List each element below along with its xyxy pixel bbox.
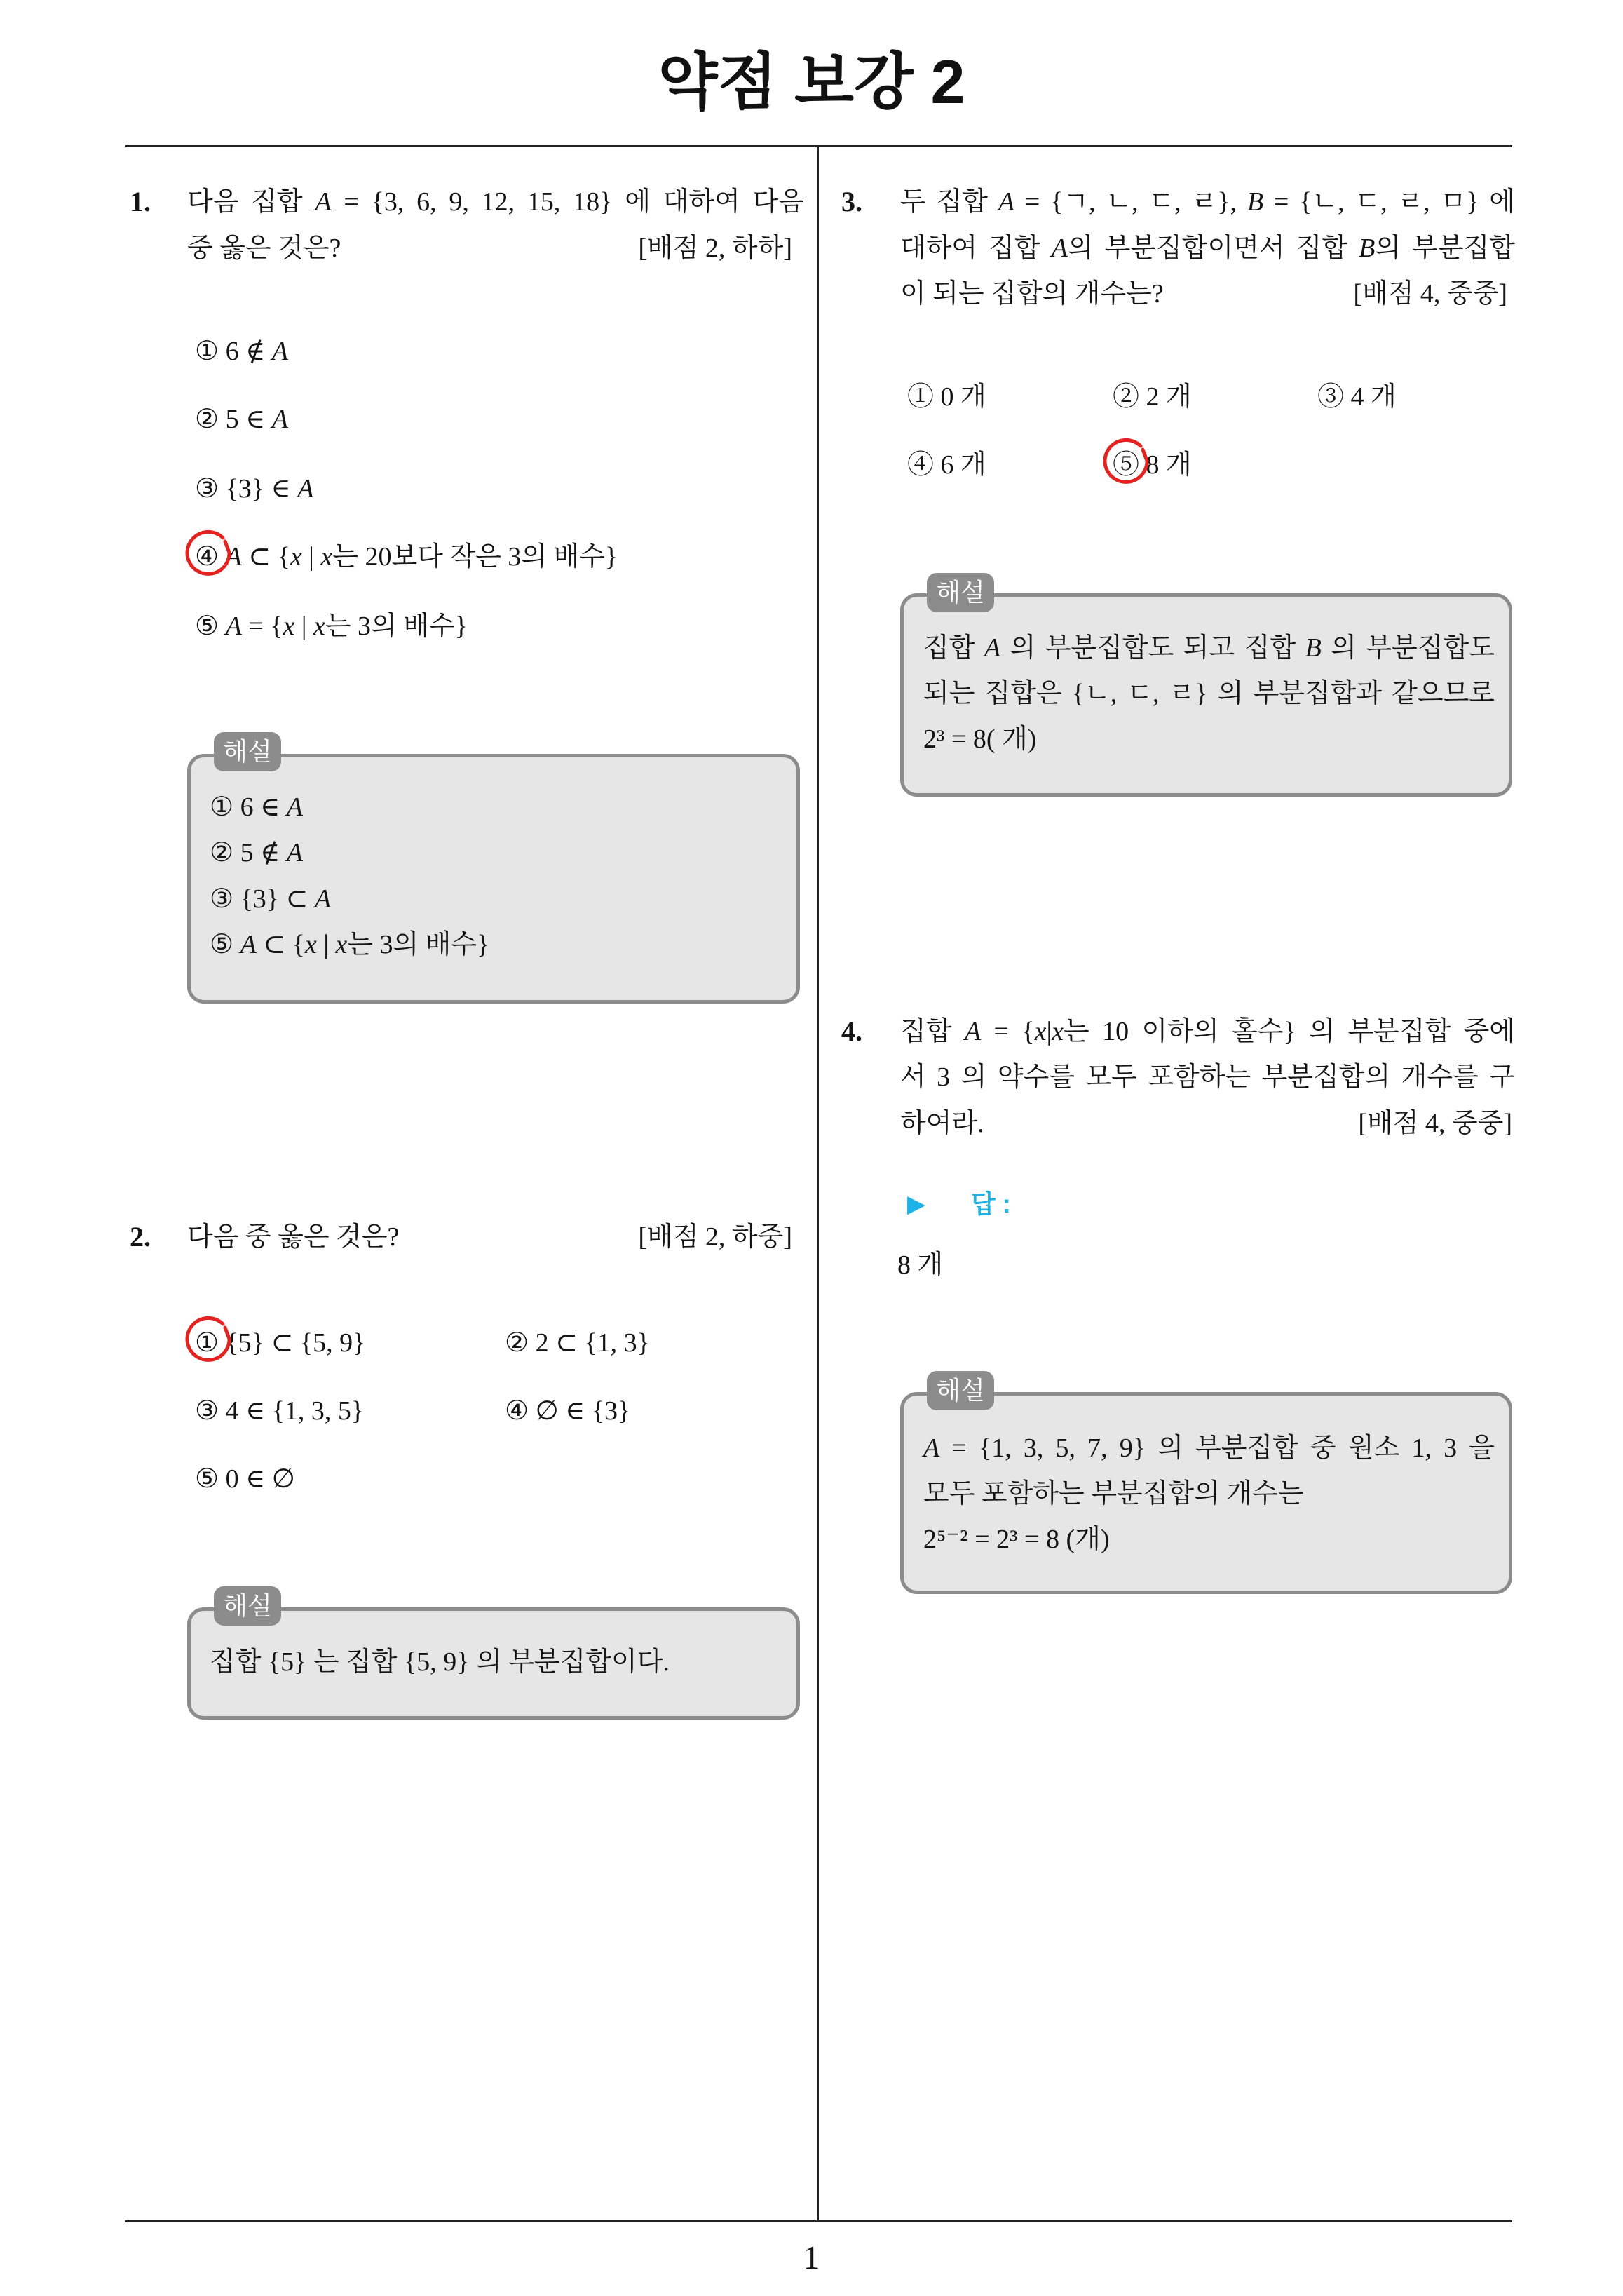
choice-3[interactable]: ③ 4 개 [1317,382,1397,412]
math-variable: B [1247,187,1264,217]
question-number: 1. [130,186,151,217]
explanation-line: 집합 A 의 부분집합도 되고 집합 B 의 부분집합도 [923,633,1495,663]
math-variable: x [313,612,325,641]
question-text-line: 서 3 의 약수를 모두 포함하는 부분집합의 개수를 구 [900,1062,1515,1092]
column-divider [817,146,819,2222]
answer-label: 답 : [971,1189,1011,1218]
math-variable: A [315,187,332,217]
explanation-line: 되는 집합은 {ㄴ, ㄷ, ㄹ} 의 부분집합과 같으므로 [923,679,1495,708]
choice-3[interactable]: ③ 4 ∈ {1, 3, 5} [195,1396,365,1426]
question-text-line: 다음 집합 A = {3, 6, 9, 12, 15, 18} 에 대하여 다음 [187,187,804,217]
math-variable: A [271,405,288,434]
choice-1[interactable]: ① 0 개 [907,382,986,412]
choice-2[interactable]: ② 2 ⊂ {1, 3} [505,1328,650,1358]
question-text-line: 하여라. [900,1109,984,1138]
math-variable: A [1051,234,1068,263]
math-variable: A [240,930,257,959]
question-text-line: 집합 A = {x|x는 10 이하의 홀수} 의 부분집합 중에 [900,1017,1515,1046]
math-variable: A [314,884,332,914]
explanation-label: 해설 [927,1371,994,1410]
question-number: 3. [841,186,862,217]
question-text-line: 두 집합 A = {ㄱ, ㄴ, ㄷ, ㄹ}, B = {ㄴ, ㄷ, ㄹ, ㅁ} 에 [900,187,1516,217]
math-variable: A [984,633,1001,663]
choice-3[interactable]: ③ {3} ∈ A [195,474,314,504]
math-variable: x [290,542,302,572]
question-number: 2. [130,1221,151,1252]
choice-1[interactable]: ① 6 ∉ A [195,337,288,366]
question-points: [배점 2, 하중] [638,1222,792,1252]
math-variable: A [271,337,288,366]
question-text-line: 중 옳은 것은? [187,234,341,263]
math-variable: A [286,792,303,822]
math-variable: A [964,1017,982,1046]
math-variable: B [1359,234,1376,263]
math-variable: x [283,612,295,641]
choice-5[interactable]: ⑤ A = {x | x는 3의 배수} [195,612,468,641]
answer-value[interactable]: 8 개 [897,1250,944,1280]
math-variable: x [1052,1017,1064,1046]
question-text-line: 다음 중 옳은 것은? [187,1222,400,1252]
bottom-rule [125,2220,1512,2222]
page-number: 1 [803,2239,820,2276]
choice-4[interactable]: ④ ∅ ∈ {3} [505,1396,631,1426]
explanation-line: ③ {3} ⊂ A [210,884,332,914]
answer-mark-circle [1096,435,1155,494]
question-text-line: 대하여 집합 A의 부분집합이면서 집합 B의 부분집합 [900,234,1515,263]
answer-mark-circle [179,1314,238,1372]
explanation-line: 집합 {5} 는 집합 {5, 9} 의 부분집합이다. [210,1647,670,1677]
math-variable: B [1305,633,1322,663]
math-variable: A [297,474,314,504]
question-text-line: 이 되는 집합의 개수는? [900,279,1164,309]
question-points: [배점 4, 중중] [1358,1109,1512,1138]
choice-1[interactable]: ① {5} ⊂ {5, 9} [195,1328,366,1358]
explanation-label: 해설 [214,1586,281,1626]
choice-5[interactable]: ⑤ 0 ∈ ∅ [195,1464,295,1494]
math-variable: A [923,1433,940,1463]
explanation-label: 해설 [214,732,281,771]
math-variable: A [225,542,242,572]
page-title: 약점 보강 2 [658,47,965,116]
explanation-line: 2³ = 8( 개) [923,724,1037,754]
choice-2[interactable]: ② 5 ∈ A [195,405,288,434]
answer-mark-circle [179,527,238,586]
explanation-label: 해설 [927,573,994,612]
math-variable: A [225,612,242,641]
question-number: 4. [841,1015,862,1047]
explanation-line: 2⁵⁻² = 2³ = 8 (개) [923,1525,1110,1554]
math-variable: A [998,187,1015,217]
math-variable: x [335,930,348,959]
choice-5[interactable]: ⑤ 8 개 [1113,450,1192,480]
choice-4[interactable]: ④ A ⊂ {x | x는 20보다 작은 3의 배수} [195,542,618,572]
math-variable: x [320,542,333,572]
math-variable: x [1034,1017,1047,1046]
top-rule [125,145,1512,147]
answer-arrow-icon: ▶ [907,1191,926,1217]
choice-4[interactable]: ④ 6 개 [907,450,986,480]
explanation-line: 모두 포함하는 부분집합의 개수는 [923,1479,1304,1508]
explanation-line: ① 6 ∈ A [210,792,303,822]
explanation-line: ⑤ A ⊂ {x | x는 3의 배수} [210,930,490,959]
choice-2[interactable]: ② 2 개 [1113,382,1192,412]
question-points: [배점 4, 중중] [1353,279,1507,309]
question-points: [배점 2, 하하] [638,234,792,263]
explanation-line: ② 5 ∉ A [210,838,303,867]
explanation-line: A = {1, 3, 5, 7, 9} 의 부분집합 중 원소 1, 3 을 [923,1433,1495,1463]
math-variable: x [304,930,317,959]
math-variable: A [286,838,303,867]
